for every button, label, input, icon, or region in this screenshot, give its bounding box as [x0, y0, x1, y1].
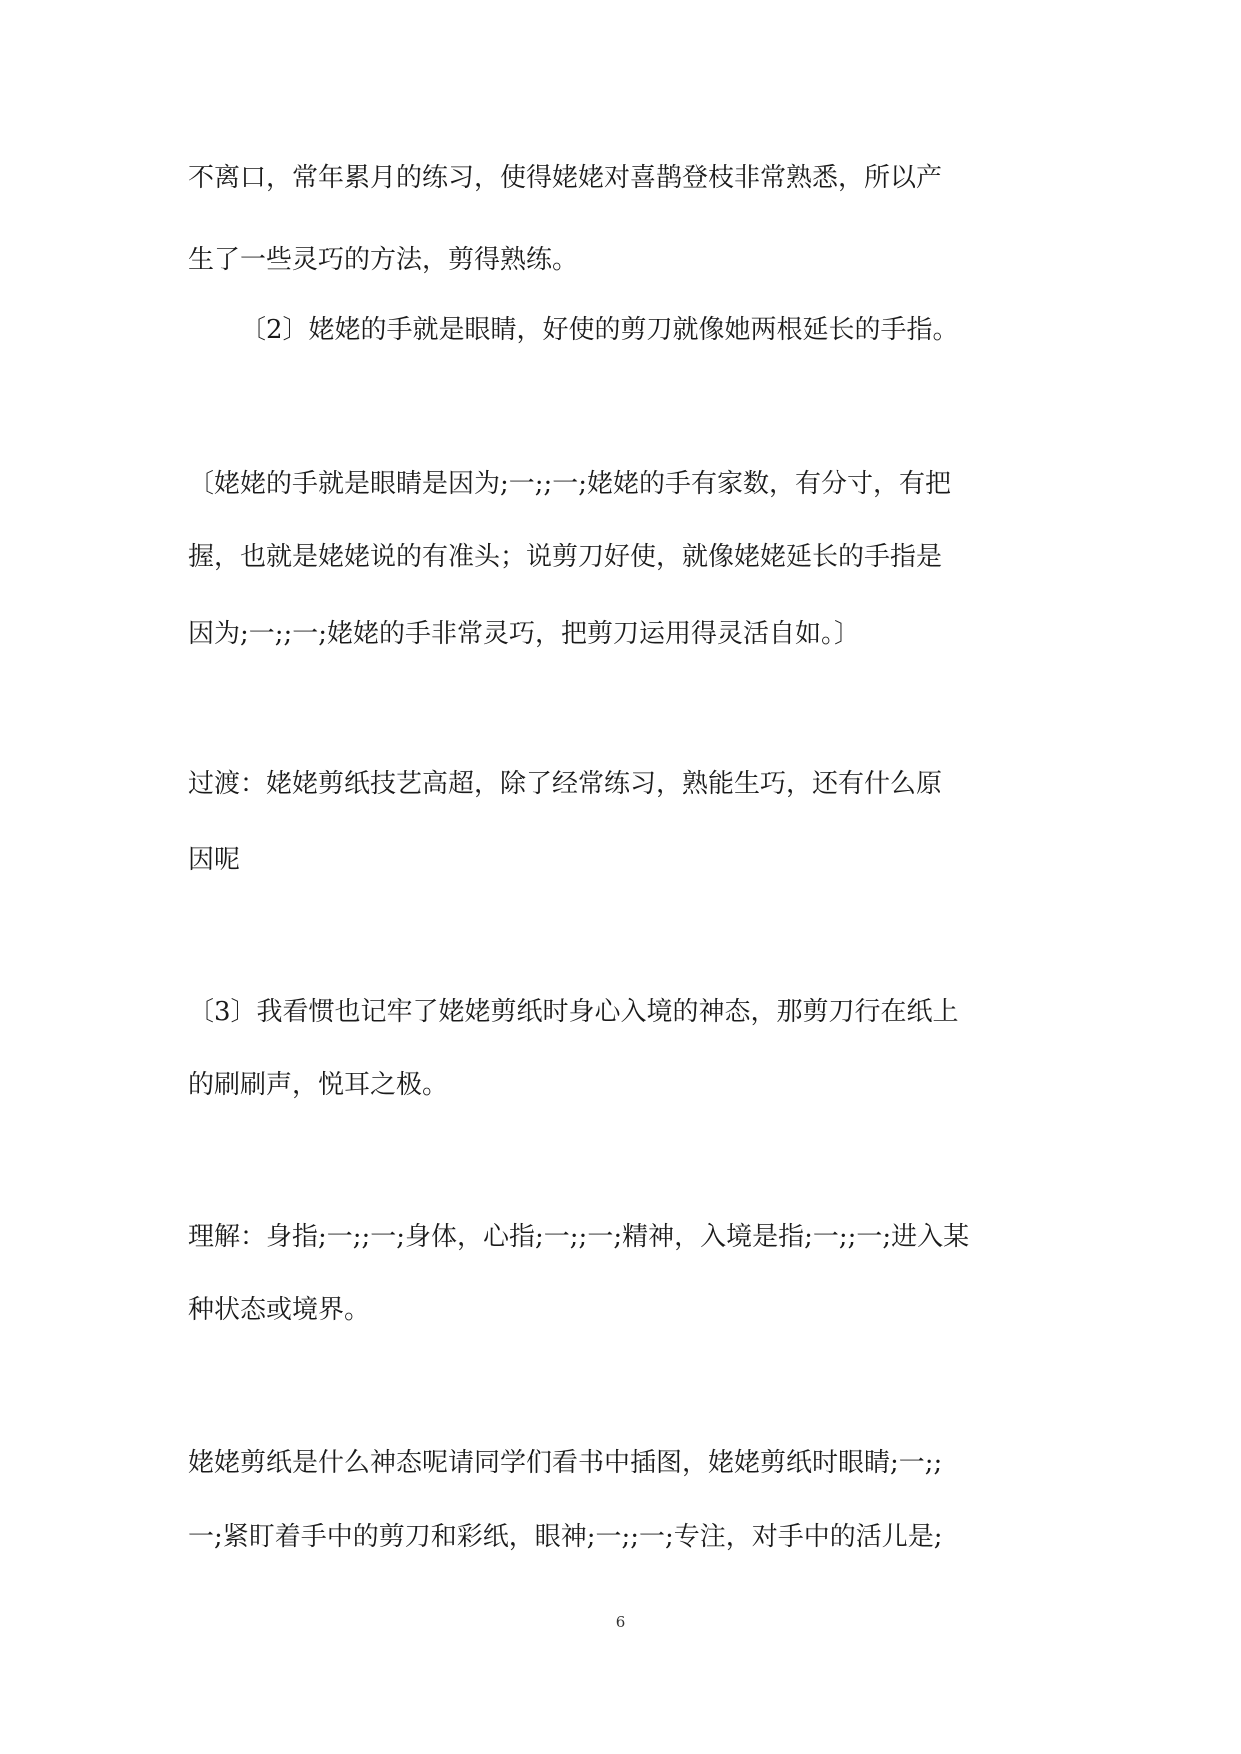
text-line: 的刷刷声，悦耳之极。 — [188, 1070, 449, 1100]
text-line: 不离口，常年累月的练习，使得姥姥对喜鹊登枝非常熟悉，所以产 — [188, 163, 943, 193]
text-line: 〔2〕姥姥的手就是眼睛，好使的剪刀就像她两根延长的手指。 — [240, 315, 959, 345]
text-line: 理解：身指;一;;一;身体，心指;一;;一;精神，入境是指;一;;一;进入某 — [188, 1222, 970, 1252]
text-line: 因为;一;;一;姥姥的手非常灵巧，把剪刀运用得灵活自如。〕 — [188, 619, 861, 649]
text-line: 〔3〕我看惯也记牢了姥姥剪纸时身心入境的神态，那剪刀行在纸上 — [188, 997, 959, 1027]
text-line: 一;紧盯着手中的剪刀和彩纸，眼神;一;;一;专注，对手中的活儿是; — [188, 1522, 943, 1552]
text-line: 因呢 — [188, 845, 241, 875]
text-line: 姥姥剪纸是什么神态呢请同学们看书中插图，姥姥剪纸时眼睛;一;; — [188, 1448, 943, 1478]
text-line: 生了一些灵巧的方法，剪得熟练。 — [188, 245, 579, 275]
page-number: 6 — [615, 1613, 626, 1631]
text-line: 过渡：姥姥剪纸技艺高超，除了经常练习，熟能生巧，还有什么原 — [188, 769, 943, 799]
text-line: 〔姥姥的手就是眼睛是因为;一;;一;姥姥的手有家数，有分寸，有把 — [188, 469, 952, 499]
text-line: 种状态或境界。 — [188, 1295, 371, 1325]
text-line: 握，也就是姥姥说的有准头；说剪刀好使，就像姥姥延长的手指是 — [188, 542, 943, 572]
